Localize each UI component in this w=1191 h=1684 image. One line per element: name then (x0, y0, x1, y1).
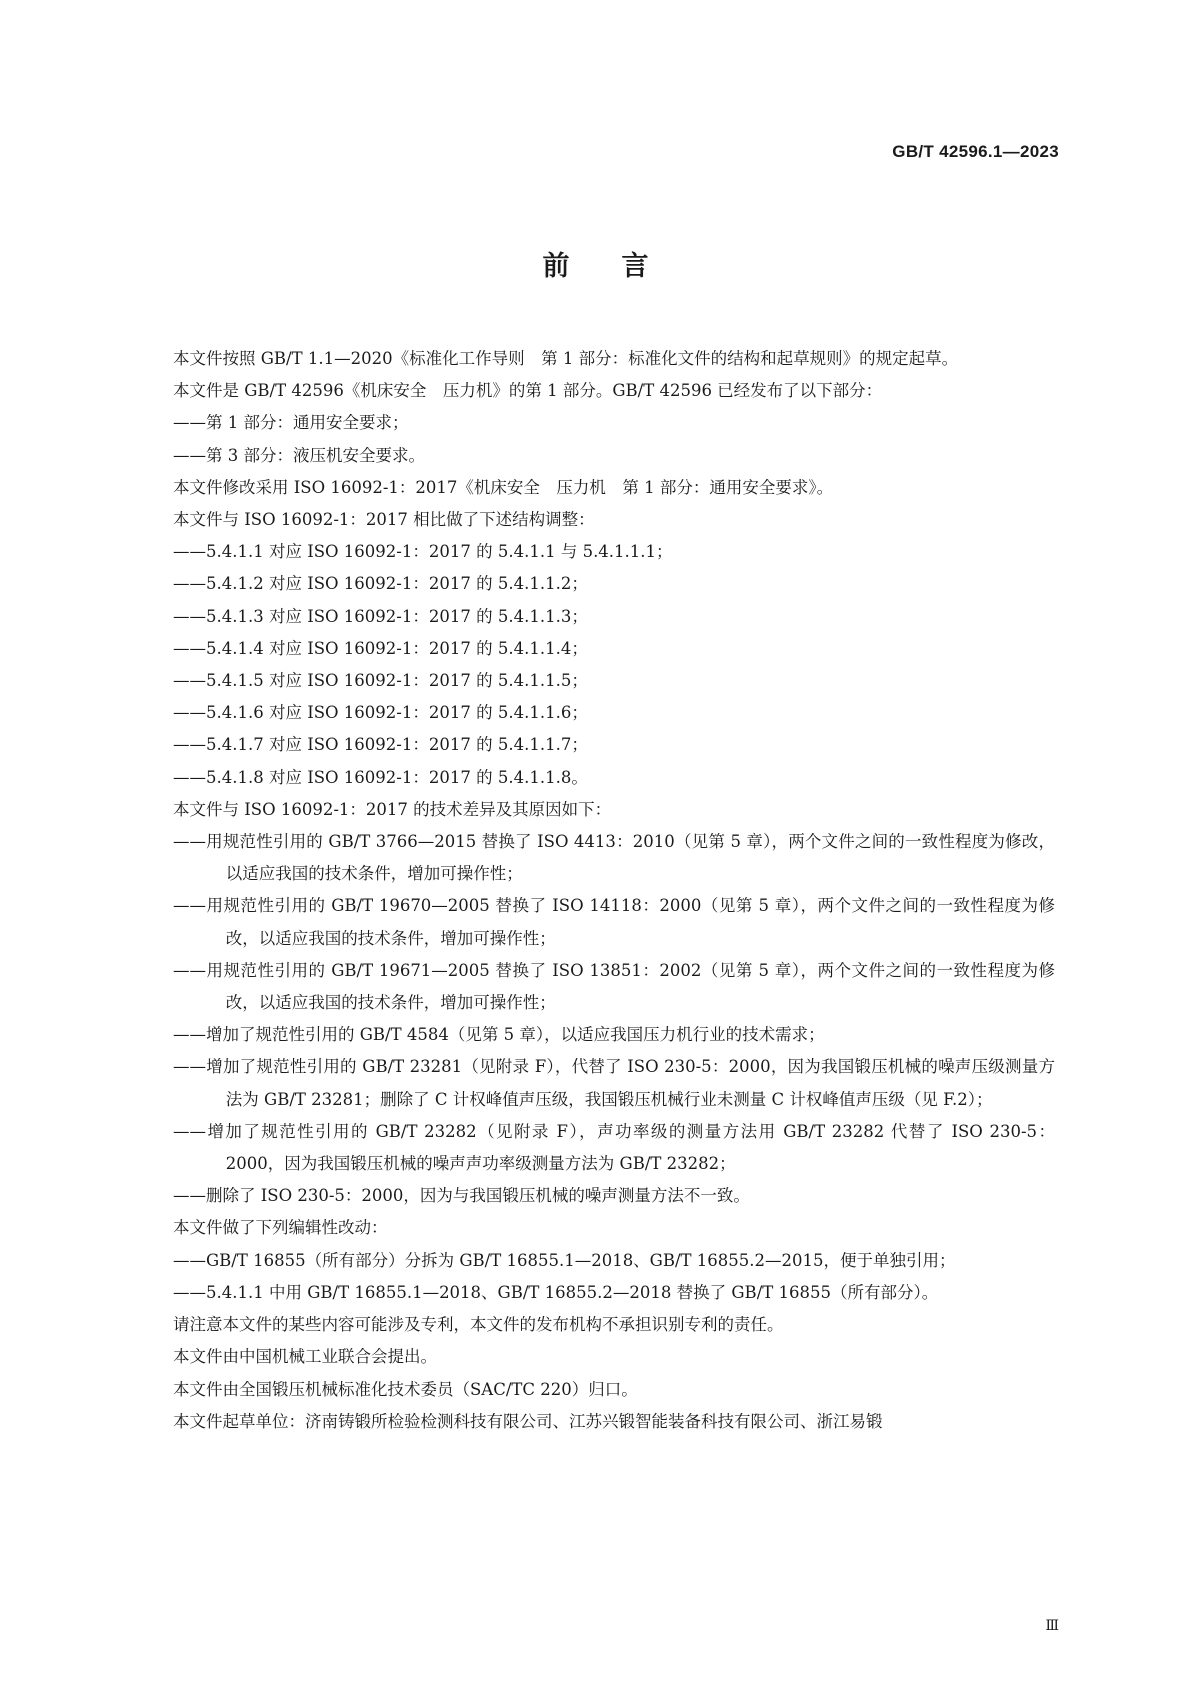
paragraph: 本文件与 ISO 16092-1：2017 的技术差异及其原因如下： (173, 799, 612, 819)
paragraph: 请注意本文件的某些内容可能涉及专利，本文件的发布机构不承担识别专利的责任。 (173, 1315, 784, 1335)
dash-list-item: ——用规范性引用的 GB/T 19671—2005 替换了 ISO 13851：2002（见第 5 章），两个文件之间的一致性程度为修改，以适应我国的技术条件，增加可操作性； (173, 960, 1055, 1013)
dash-list-item: ——5.4.1.5 对应 ISO 16092-1：2017 的 5.4.1.1.5； (173, 671, 588, 691)
document-code: GB/T 42596.1—2023 (892, 142, 1059, 161)
dash-list-item: ——用规范性引用的 GB/T 3766—2015 替换了 ISO 4413：2010（见第 5 章），两个文件之间的一致性程度为修改，以适应我国的技术条件，增加可操作性； (173, 832, 1055, 884)
dash-list-item: ——5.4.1.1 对应 ISO 16092-1：2017 的 5.4.1.1 与 5.4.1.1.1； (173, 542, 673, 562)
preface-body (140, 343, 1055, 1438)
paragraph: 本文件起草单位：济南铸锻所检验检测科技有限公司、江苏兴锻智能装备科技有限公司、浙江易锻 (173, 1411, 883, 1431)
paragraph: 本文件做了下列编辑性改动： (173, 1218, 388, 1238)
dash-list-item: ——增加了规范性引用的 GB/T 23281（见附录 F），代替了 ISO 230-5：2000，因为我国锻压机械的噪声压级测量方法为 GB/T 23281；删除了 C 计权峰值声压级，我国锻压机械行业未测量 C 计权峰值声压级（见 F.2）； (173, 1057, 1055, 1109)
paragraph: 本文件与 ISO 16092-1：2017 相比做了下述结构调整： (173, 510, 595, 530)
page-title: 前言 (542, 251, 701, 282)
paragraph: 本文件是 GB/T 42596《机床安全 压力机》的第 1 部分。GB/T 42596 已经发布了以下部分： (173, 381, 883, 401)
dash-list-item: ——5.4.1.1 中用 GB/T 16855.1—2018、GB/T 16855.2—2018 替换了 GB/T 16855（所有部分）。 (173, 1282, 939, 1302)
paragraph: 本文件修改采用 ISO 16092-1：2017《机床安全 压力机 第 1 部分：通用安全要求》。 (173, 477, 834, 497)
dash-list-item: ——增加了规范性引用的 GB/T 23282（见附录 F），声功率级的测量方法用 GB/T 23282 代替了 ISO 230-5：2000，因为我国锻压机械的噪声声功率级测量方法为 GB/T 23282； (173, 1121, 1055, 1174)
paragraph: 本文件由全国锻压机械标准化技术委员（SAC/TC 220）归口。 (173, 1379, 638, 1399)
dash-list-item: ——5.4.1.7 对应 ISO 16092-1：2017 的 5.4.1.1.7； (173, 735, 588, 755)
dash-list-item: ——5.4.1.6 对应 ISO 16092-1：2017 的 5.4.1.1.6； (173, 703, 588, 723)
dash-list-item: ——5.4.1.8 对应 ISO 16092-1：2017 的 5.4.1.1.8。 (173, 767, 588, 787)
dash-list-item: ——增加了规范性引用的 GB/T 4584（见第 5 章），以适应我国压力机行业的技术需求； (173, 1025, 825, 1045)
dash-list-item: ——5.4.1.4 对应 ISO 16092-1：2017 的 5.4.1.1.4； (173, 638, 588, 658)
dash-list-item: ——5.4.1.3 对应 ISO 16092-1：2017 的 5.4.1.1.3； (173, 606, 588, 626)
paragraph: 本文件由中国机械工业联合会提出。 (173, 1347, 437, 1367)
dash-list-item: ——第 1 部分：通用安全要求； (173, 413, 409, 433)
dash-list-item: ——第 3 部分：液压机安全要求。 (173, 445, 425, 465)
dash-list-item: ——5.4.1.2 对应 ISO 16092-1：2017 的 5.4.1.1.2； (173, 574, 588, 594)
dash-list-item: ——用规范性引用的 GB/T 19670—2005 替换了 ISO 14118：2000（见第 5 章），两个文件之间的一致性程度为修改，以适应我国的技术条件，增加可操作性； (173, 896, 1055, 948)
dash-list-item: ——删除了 ISO 230-5：2000，因为与我国锻压机械的噪声测量方法不一致。 (173, 1186, 750, 1206)
dash-list-item: ——GB/T 16855（所有部分）分拆为 GB/T 16855.1—2018、GB/T 16855.2—2015，便于单独引用； (173, 1250, 956, 1270)
page-number: Ⅲ (1045, 1618, 1059, 1634)
paragraph: 本文件按照 GB/T 1.1—2020《标准化工作导则 第 1 部分：标准化文件的结构和起草规则》的规定起草。 (173, 349, 959, 368)
